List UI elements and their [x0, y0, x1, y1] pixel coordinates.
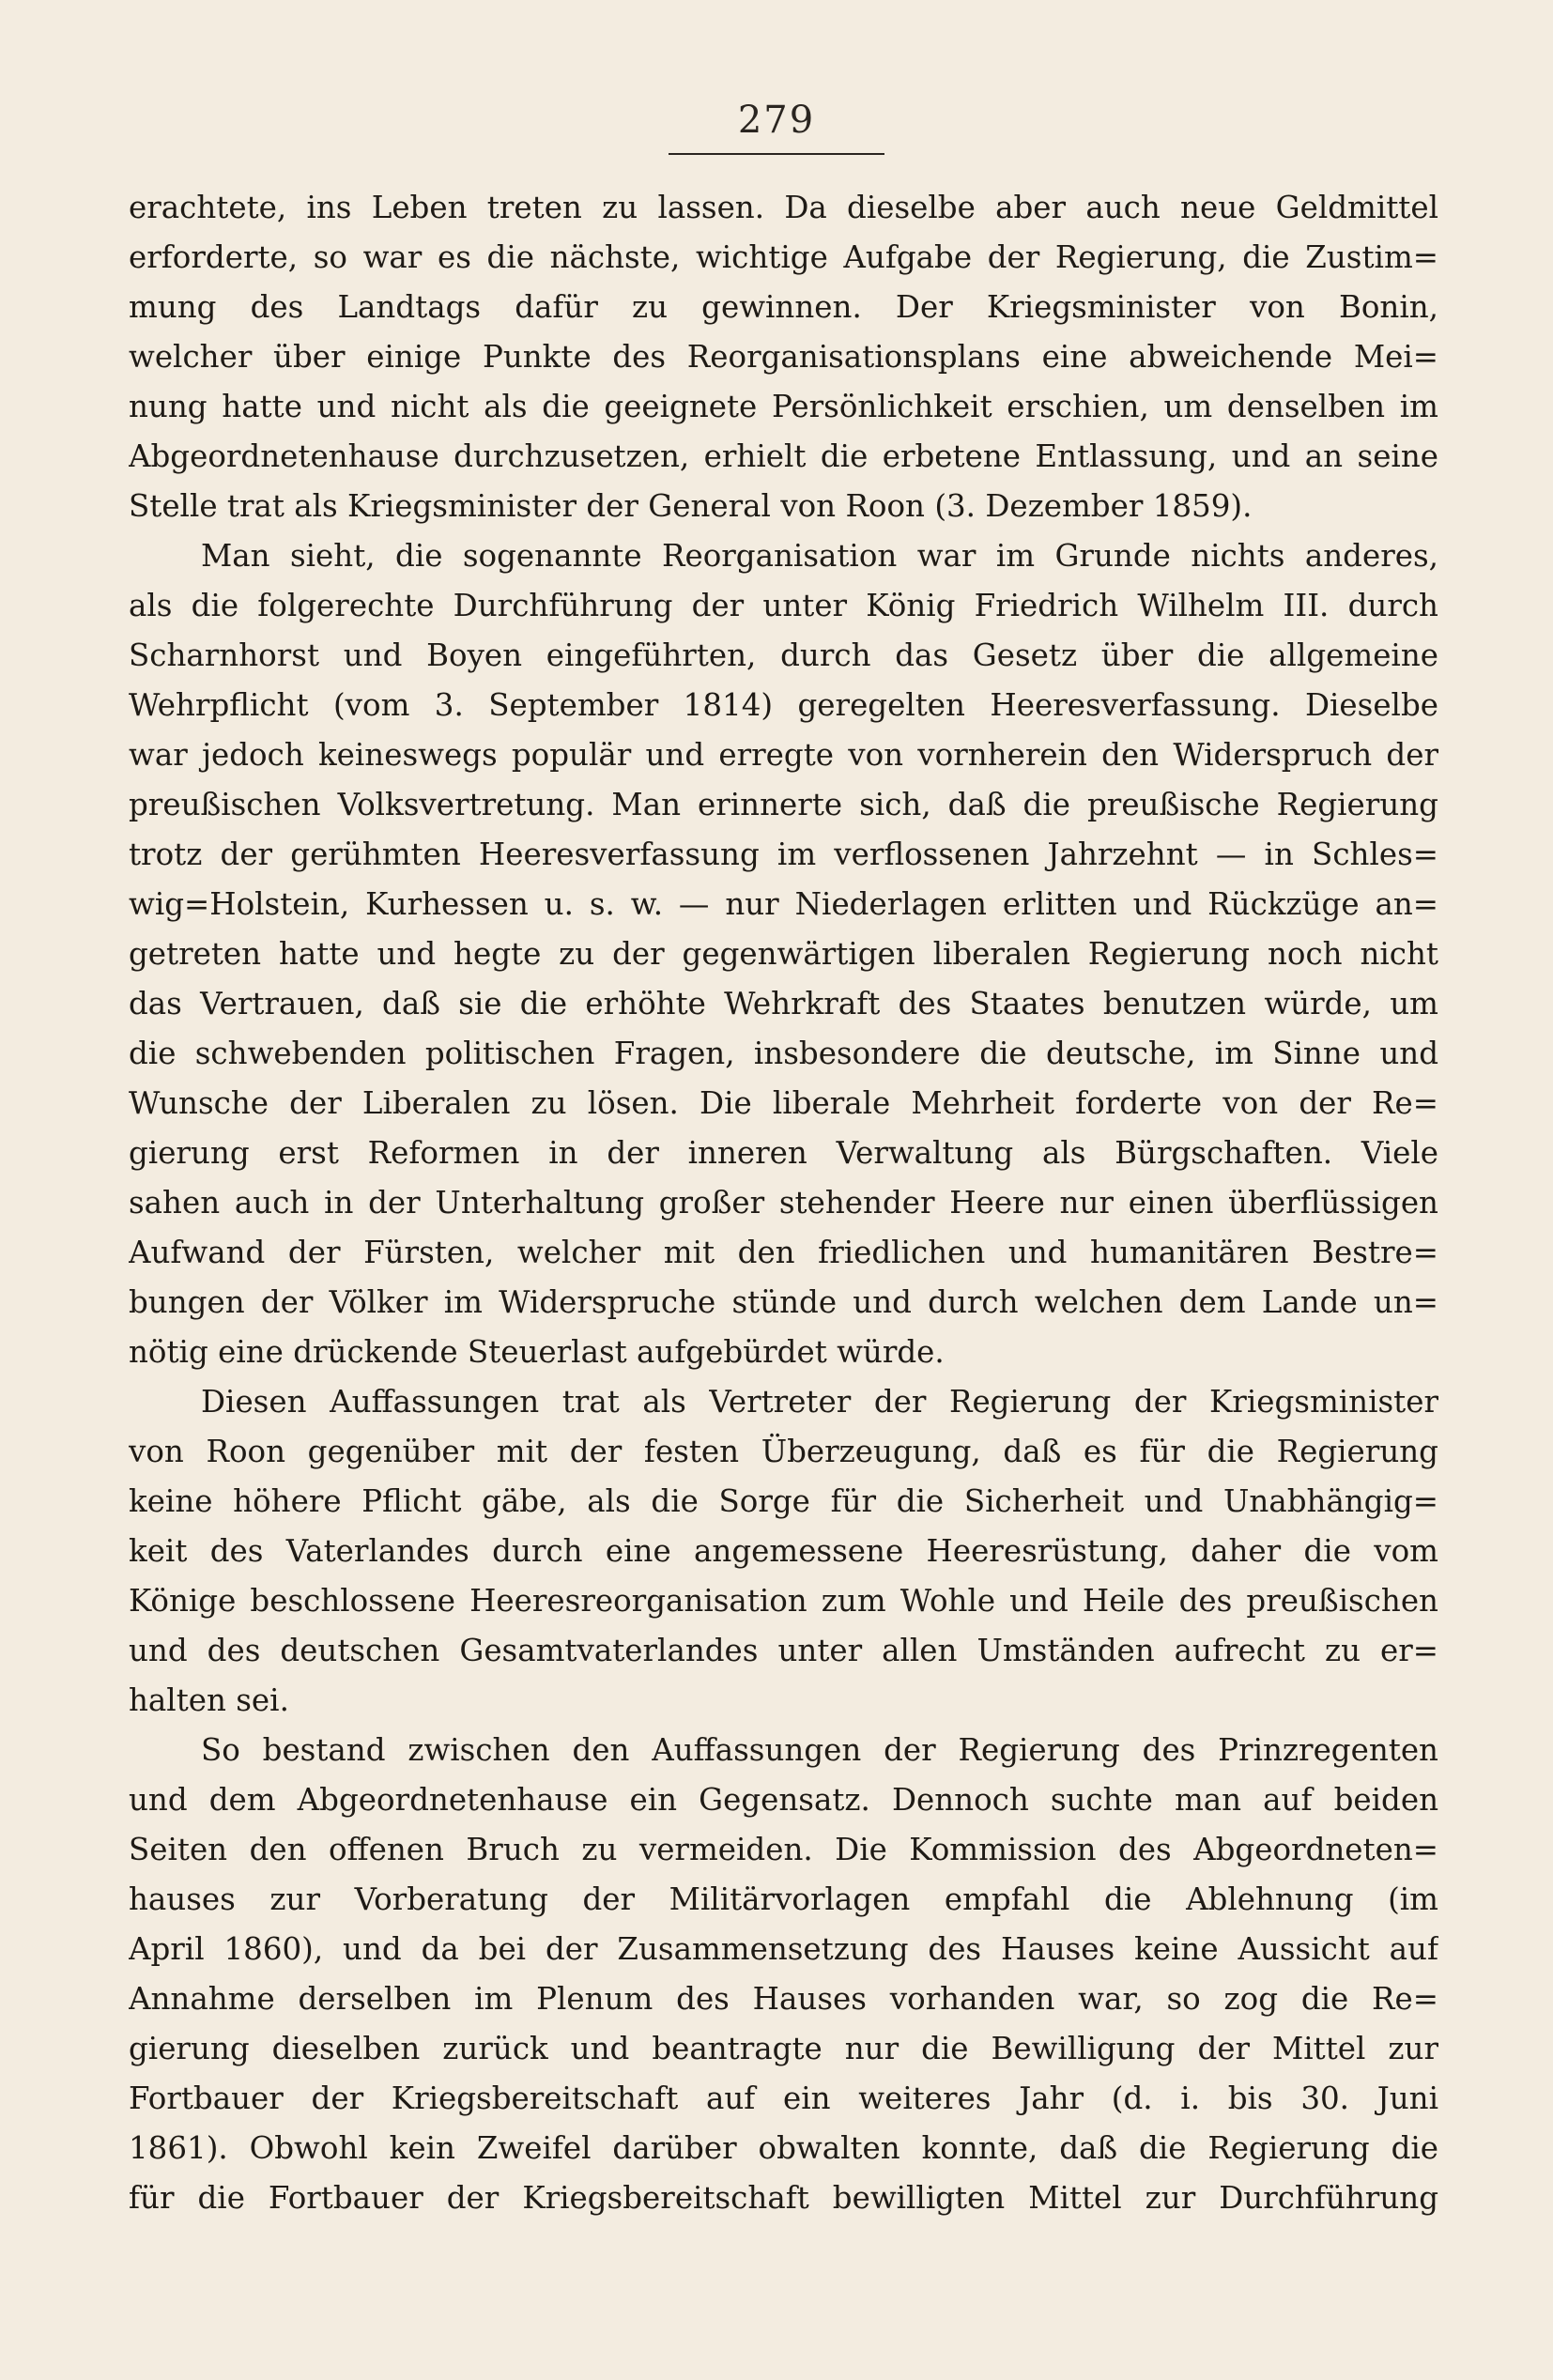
text-line: die schwebenden politischen Fragen, insbesondere die deutsche, im Sinne und [129, 1036, 1438, 1071]
text-line: trotz der gerühmten Heeresverfassung im verflossenen Jahrzehnt — in Schles= [129, 837, 1438, 872]
text-line: das Vertrauen, daß sie die erhöhte Wehrkraft des Staates benutzen würde, um [129, 986, 1438, 1021]
text-line: hauses zur Vorberatung der Militärvorlagen empfahl die Ablehnung (im [129, 1881, 1438, 1917]
text-line: Seiten den offenen Bruch zu vermeiden. Die Kommission des Abgeordneten= [129, 1832, 1438, 1867]
body-text [129, 183, 1438, 2223]
text-line: gierung erst Reformen in der inneren Verwaltung als Bürgschaften. Viele [129, 1135, 1438, 1171]
text-line: für die Fortbauer der Kriegsbereitschaft bewilligten Mittel zur Durchführung [129, 2180, 1438, 2216]
text-line: nötig eine drückende Steuerlast aufgebürdet würde. [129, 1334, 945, 1370]
page-number: 279 [737, 99, 816, 142]
text-line: Annahme derselben im Plenum des Hauses vorhanden war, so zog die Re= [129, 1981, 1438, 2017]
text-line: wig=Holstein, Kurhessen u. s. w. — nur Niederlagen erlitten und Rückzüge an= [129, 886, 1438, 922]
text-line: von Roon gegenüber mit der festen Überzeugung, daß es für die Regierung [129, 1434, 1438, 1469]
text-line: keine höhere Pflicht gäbe, als die Sorge für die Sicherheit und Unabhängig= [129, 1483, 1438, 1519]
text-line: war jedoch keineswegs populär und erregte von vornherein den Widerspruch der [129, 737, 1438, 773]
text-line: bungen der Völker im Widerspruche stünde und durch welchen dem Lande un= [129, 1284, 1438, 1320]
text-line: halten sei. [129, 1682, 289, 1718]
text-line: Stelle trat als Kriegsminister der General von Roon (3. Dezember 1859). [129, 488, 1253, 524]
text-line: Scharnhorst und Boyen eingeführten, durch das Gesetz über die allgemeine [129, 637, 1438, 673]
text-line: Könige beschlossene Heeresreorganisation zum Wohle und Heile des preußischen [129, 1583, 1438, 1619]
text-line: erforderte, so war es die nächste, wichtige Aufgabe der Regierung, die Zustim= [129, 239, 1438, 275]
text-line: Wehrpflicht (vom 3. September 1814) geregelten Heeresverfassung. Dieselbe [129, 687, 1438, 723]
text-line: als die folgerechte Durchführung der unter König Friedrich Wilhelm III. durch [129, 588, 1438, 623]
text-line: getreten hatte und hegte zu der gegenwärtigen liberalen Regierung noch nicht [129, 936, 1438, 972]
text-line: mung des Landtags dafür zu gewinnen. Der Kriegsminister von Bonin, [129, 289, 1438, 325]
text-line: Fortbauer der Kriegsbereitschaft auf ein weiteres Jahr (d. i. bis 30. Juni [129, 2081, 1438, 2116]
text-line: Man sieht, die sogenannte Reorganisation war im Grunde nichts anderes, [201, 538, 1438, 574]
text-line: welcher über einige Punkte des Reorganisationsplans eine abweichende Mei= [129, 339, 1438, 375]
text-line: sahen auch in der Unterhaltung großer stehender Heere nur einen überflüssigen [129, 1185, 1438, 1221]
text-line: Wunsche der Liberalen zu lösen. Die liberale Mehrheit forderte von der Re= [129, 1085, 1438, 1121]
header-rule [669, 153, 884, 155]
text-line: Abgeordnetenhause durchzusetzen, erhielt die erbetene Entlassung, und an seine [129, 438, 1438, 474]
text-line: April 1860), und da bei der Zusammensetzung des Hauses keine Aussicht auf [129, 1931, 1438, 1967]
text-line: Diesen Auffassungen trat als Vertreter der Regierung der Kriegsminister [201, 1384, 1438, 1420]
text-line: So bestand zwischen den Auffassungen der Regierung des Prinzregenten [201, 1732, 1438, 1768]
text-line: preußischen Volksvertretung. Man erinnerte sich, daß die preußische Regierung [129, 787, 1438, 822]
text-line: Aufwand der Fürsten, welcher mit den friedlichen und humanitären Bestre= [129, 1235, 1438, 1270]
text-line: keit des Vaterlandes durch eine angemessene Heeresrüstung, daher die vom [129, 1533, 1438, 1569]
text-line: und dem Abgeordnetenhause ein Gegensatz. Dennoch suchte man auf beiden [129, 1782, 1438, 1818]
text-line: und des deutschen Gesamtvaterlandes unter allen Umständen aufrecht zu er= [129, 1633, 1438, 1668]
text-line: erachtete, ins Leben treten zu lassen. Da dieselbe aber auch neue Geldmittel [129, 190, 1438, 225]
text-line: 1861). Obwohl kein Zweifel darüber obwalten konnte, daß die Regierung die [129, 2130, 1438, 2166]
text-line: nung hatte und nicht als die geeignete Persönlichkeit erschien, um denselben im [129, 389, 1438, 424]
text-line: gierung dieselben zurück und beantragte nur die Bewilligung der Mittel zur [129, 2031, 1438, 2066]
